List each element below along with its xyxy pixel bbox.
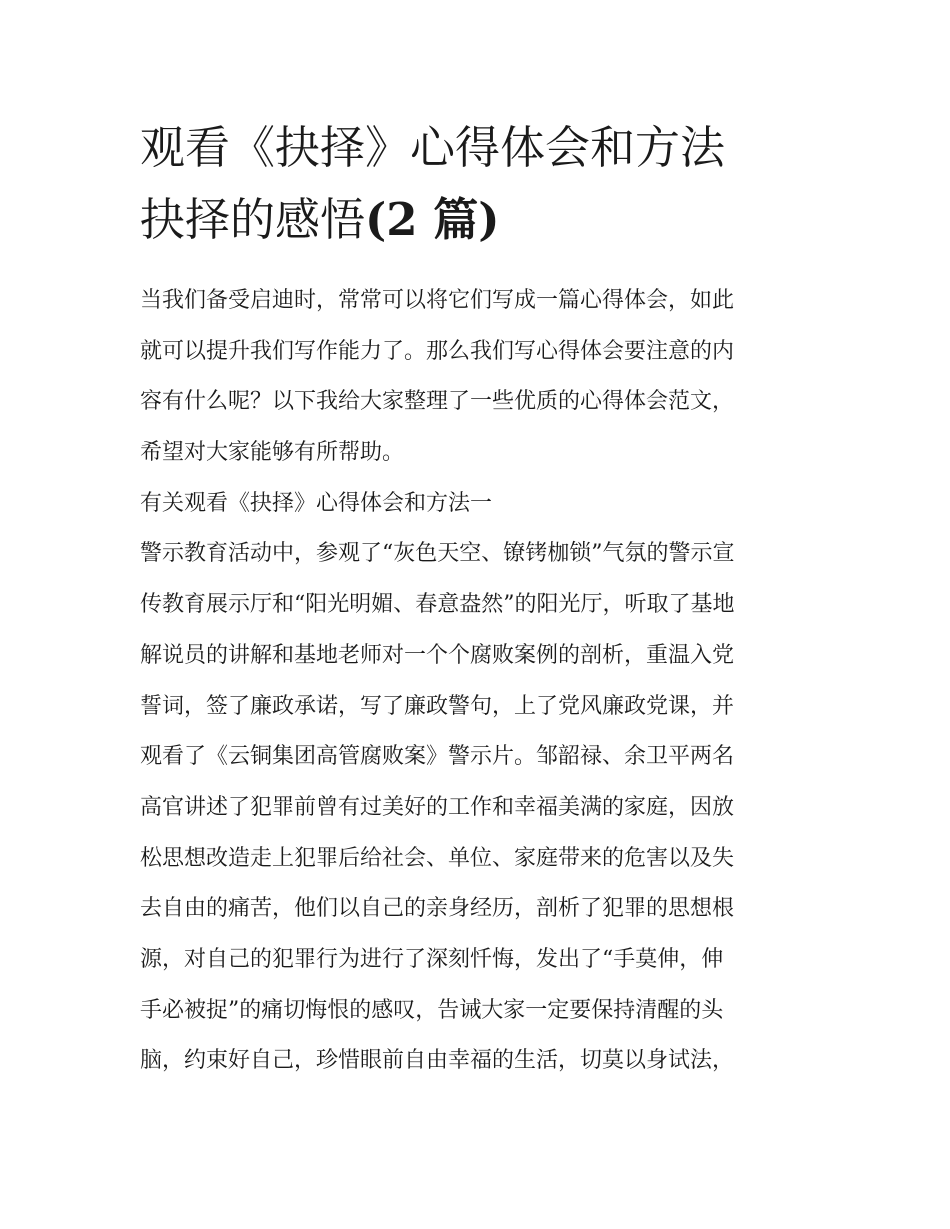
text-line: 警示教育活动中，参观了“灰色天空、镣铐枷锁”气氛的警示宣: [140, 541, 735, 567]
title-line-text: 抉择的感悟: [140, 193, 366, 246]
text-line: 容有什么呢？以下我给大家整理了一些优质的心得体会范文，: [140, 389, 735, 415]
text-line: 松思想改造走上犯罪后给社会、单位、家庭带来的危害以及失: [140, 845, 735, 871]
text-line: 解说员的讲解和基地老师对一个个腐败案例的剖析，重温入党: [140, 642, 735, 668]
title-line: 观看《抉择》心得体会和方法: [140, 121, 726, 174]
text-line: 观看了《云铜集团高管腐败案》警示片。邹韶禄、余卫平两名: [140, 744, 735, 770]
text-line: 就可以提升我们写作能力了。那么我们写心得体会要注意的内: [140, 338, 735, 364]
text-line: 源，对自己的犯罪行为进行了深刻忏悔，发出了“手莫伸，伸: [140, 946, 724, 972]
text-line: 高官讲述了犯罪前曾有过美好的工作和幸福美满的家庭，因放: [140, 794, 735, 820]
text-line: 脑，约束好自己，珍惜眼前自由幸福的生活，切莫以身试法，: [140, 1048, 735, 1074]
text-line: 誓词，签了廉政承诺，写了廉政警句，上了党风廉政党课，并: [140, 693, 735, 719]
title-line: [140, 184, 820, 256]
text-line: 去自由的痛苦，他们以自己的亲身经历，剖析了犯罪的思想根: [140, 896, 735, 922]
text-line: 希望对大家能够有所帮助。: [140, 440, 405, 466]
document-title: [140, 112, 820, 256]
text-line: 传教育展示厅和“阳光明媚、春意盎然”的阳光厅，听取了基地: [140, 592, 735, 618]
section-heading: 有关观看《抉择》心得体会和方法一: [140, 490, 493, 516]
title-suffix: (2 篇): [365, 193, 500, 246]
document-body: [140, 276, 820, 1087]
text-line: 当我们备受启迪时，常常可以将它们写成一篇心得体会，如此: [140, 288, 735, 313]
text-line: 手必被捉”的痛切悔恨的感叹，告诫大家一定要保持清醒的头: [140, 997, 724, 1023]
